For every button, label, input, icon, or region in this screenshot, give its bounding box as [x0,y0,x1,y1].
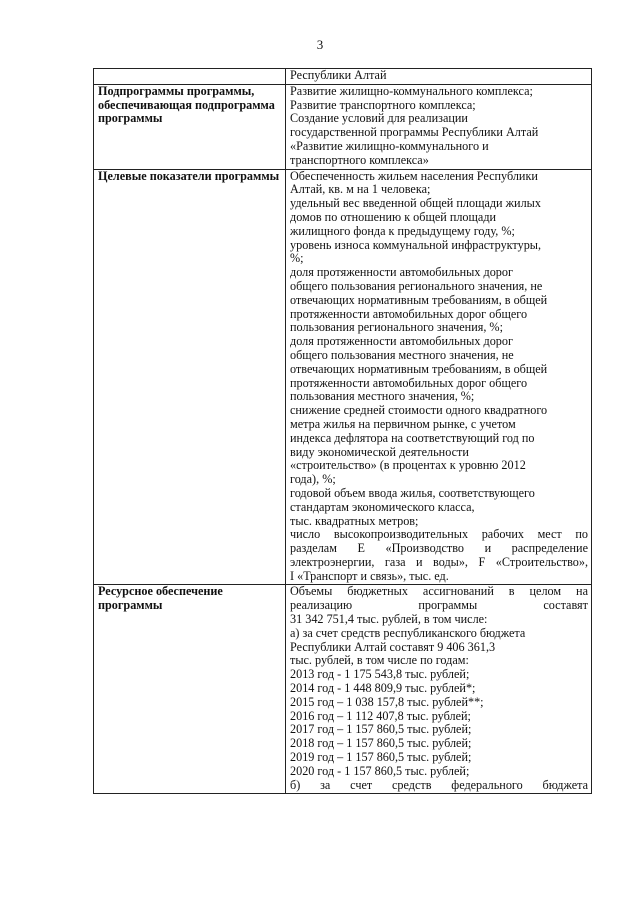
table-body [94,69,592,794]
row-value-line: метра жилья на первичном рынке, с учетом [290,416,516,431]
row-value-line: общего пользования местного значения, не [290,347,514,362]
row-value-line: Создание условий для реализации [290,111,468,126]
row-value-line: протяженности автомобильных дорог общего [290,306,528,321]
row-label-line: Ресурсное обеспечение [98,584,223,599]
row-value-line: пользования местного значения, %; [290,389,475,404]
row-value-line: протяженности автомобильных дорог общего [290,375,528,390]
row-value-line: общего пользования регионального значения, не [290,278,543,293]
row-value-line: отвечающих нормативным требованиям, в общей [290,361,548,376]
row-value-line: разделам Е «Производство и распределение [290,541,588,556]
row-value-line: 2015 год – 1 038 157,8 тыс. рублей**; [290,694,484,709]
row-value-line: число высокопроизводительных рабочих мест по [290,527,588,542]
row-value-line: а) за счет средств республиканского бюджета [290,625,526,640]
row-label-cell [94,69,286,85]
row-value-line: доля протяженности автомобильных дорог [290,265,513,280]
row-value-line: домов по отношению к общей площади [290,209,497,224]
row-value-line: доля протяженности автомобильных дорог [290,334,513,349]
row-label-line: программы [98,598,163,613]
table-row [94,84,592,169]
row-value-line: 2013 год - 1 175 543,8 тыс. рублей; [290,667,470,682]
program-passport-table [93,68,592,794]
row-value-line: 31 342 751,4 тыс. рублей, в том числе: [290,612,488,627]
row-value-line: отвечающих нормативным требованиям, в общей [290,292,548,307]
row-label-line: Подпрограммы программы, [98,83,255,98]
row-value-line: уровень износа коммунальной инфраструктуры, [290,237,542,252]
row-value-line: государственной программы Республики Алтай [290,125,539,140]
row-value-line: года), %; [290,472,336,487]
row-value-line: стандартам экономического класса, [290,499,475,514]
table-row [94,169,592,585]
row-label-line: программы [98,111,163,126]
row-value-line: 2014 год - 1 448 809,9 тыс. рублей*; [290,681,476,696]
row-value-line: «Развитие жилищно-коммунального и [290,138,489,153]
row-value-line: пользования регионального значения, %; [290,320,503,335]
row-label-line: обеспечивающая подпрограмма [98,97,275,112]
row-value-line: снижение средней стоимости одного квадратного [290,403,548,418]
row-value-line: Объемы бюджетных ассигнований в целом на [290,584,588,599]
row-value-line: 2018 год – 1 157 860,5 тыс. рублей; [290,736,472,751]
row-value-cell [286,585,592,794]
table-row [94,69,592,85]
row-value-line: Республики Алтай [290,68,387,82]
row-label-cell [94,84,286,169]
row-value-line: удельный вес введенной общей площади жилых [290,196,541,211]
row-value-line: Алтай, кв. м на 1 человека; [290,182,431,197]
row-value-cell [286,69,592,85]
row-value-line: тыс. рублей, в том числе по годам: [290,653,469,668]
row-value-cell [286,84,592,169]
row-value-cell [286,169,592,585]
row-value-line: «строительство» (в процентах к уровню 2012 [290,458,526,473]
row-value-line: виду экономической деятельности [290,444,469,459]
row-value-line: электроэнергии, газа и воды», F «Строительство», [290,554,588,569]
row-value-line: Республики Алтай составят 9 406 361,3 [290,639,496,654]
row-value-line: индекса дефлятора на соответствующий год по [290,430,535,445]
row-value-line: б) за счет средств федерального бюджета [290,777,588,792]
row-value-line: 2016 год – 1 112 407,8 тыс. рублей; [290,708,471,723]
row-value-line: годовой объем ввода жилья, соответствующего [290,485,535,500]
row-value-line: I «Транспорт и связь», тыс. ед. [290,568,449,583]
row-value-line: Развитие транспортного комплекса; [290,97,476,112]
row-value-line: транспортного комплекса» [290,152,429,167]
row-value-line: тыс. квадратных метров; [290,513,419,528]
row-value-line: реализацию программы составят [290,598,588,613]
row-value-line: %; [290,251,304,266]
row-value-line: 2020 год - 1 157 860,5 тыс. рублей; [290,763,470,778]
row-label-line: Целевые показатели программы [98,168,280,183]
row-label-cell [94,169,286,585]
row-value-line: Развитие жилищно-коммунального комплекса; [290,83,533,98]
row-value-line: 2017 год – 1 157 860,5 тыс. рублей; [290,722,472,737]
page-number: 3 [316,37,324,52]
table-row [94,585,592,794]
row-label-cell [94,585,286,794]
row-value-line: 2019 год – 1 157 860,5 тыс. рублей; [290,750,472,765]
row-value-line: жилищного фонда к предыдущему году, %; [290,223,515,238]
row-value-line: Обеспеченность жильем населения Республики [290,168,538,183]
